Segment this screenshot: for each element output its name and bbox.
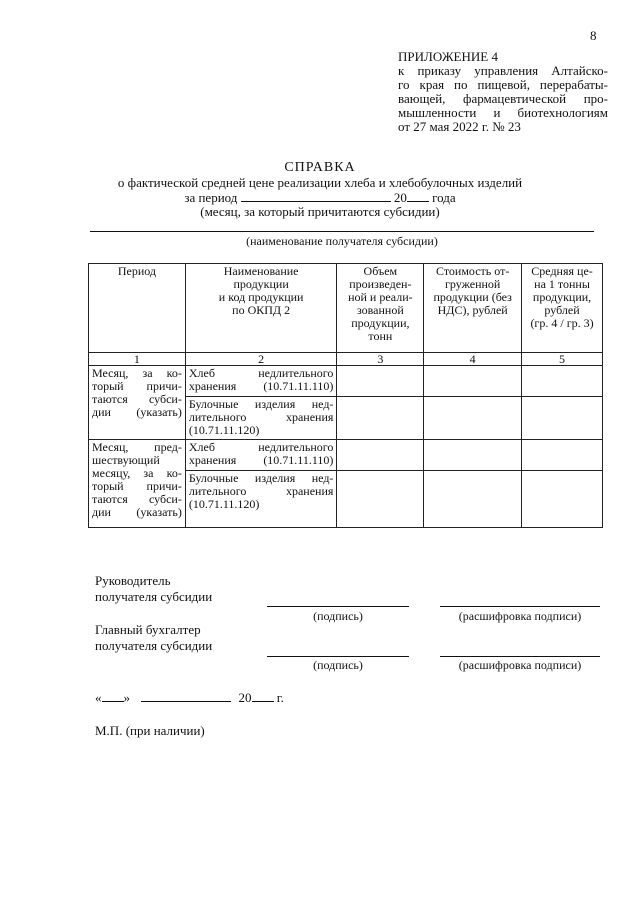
product-text: Хлеб недлительного хранения (10.71.11.110) <box>188 366 334 393</box>
header-cost <box>424 264 522 353</box>
date-open-quote: « <box>95 690 102 705</box>
product-cell <box>185 471 337 528</box>
date-year-suffix: г. <box>276 690 284 705</box>
cost-cell[interactable] <box>424 366 522 397</box>
appendix-title: ПРИЛОЖЕНИЕ 4 <box>398 49 498 64</box>
period-cell <box>89 440 186 528</box>
head-decode-caption: (расшифровка подписи) <box>458 609 582 623</box>
document-subtitle <box>0 176 640 219</box>
product-text: Булочные изделия нед- лительного хранения (10.71.11.120) <box>188 471 334 511</box>
volume-cell[interactable] <box>337 440 424 471</box>
price-table <box>88 263 603 528</box>
period-text: Месяц, пред- шествующий месяцу, за ко- торый причи- таются субси- дии (указать) <box>92 440 182 519</box>
volume-cell[interactable] <box>337 397 424 440</box>
volume-cell[interactable] <box>337 471 424 528</box>
appendix-line: от 27 мая 2022 г. № 23 <box>398 119 521 134</box>
table-row <box>89 366 603 397</box>
product-cell <box>185 397 337 440</box>
header-avg-price <box>522 264 603 353</box>
cost-cell[interactable] <box>424 440 522 471</box>
appendix-block <box>398 50 608 134</box>
header-avg-price-text: Средняя це- на 1 тонны продукции, рублей (гр. 4 / гр. 3) <box>530 264 594 330</box>
column-number: 1 <box>89 353 186 366</box>
period-month-blank[interactable] <box>241 190 391 202</box>
head-label-line: Руководитель <box>95 573 171 588</box>
header-product-text: Наименование продукции и код продукции по ОКПД 2 <box>218 264 304 317</box>
table-header-row <box>89 264 603 353</box>
header-cost-text: Стоимость от- груженной продукции (без НДС), рублей <box>433 264 512 317</box>
appendix-line: к приказу управления Алтайско- <box>398 63 608 78</box>
date-year-blank[interactable] <box>252 690 274 702</box>
head-decode-blank[interactable] <box>440 606 600 607</box>
recipient-name-blank[interactable] <box>90 231 594 232</box>
avg-price-cell[interactable] <box>522 397 603 440</box>
stamp-note: М.П. (при наличии) <box>95 723 205 738</box>
period-year-blank[interactable] <box>407 190 429 202</box>
accountant-label-line: Главный бухгалтер <box>95 622 201 637</box>
date-day-blank[interactable] <box>102 690 124 702</box>
period-prefix: за период <box>184 190 238 205</box>
subtitle-line: о фактической средней цене реализации хлеба и хлебобулочных изделий <box>117 175 523 190</box>
date-year-prefix: 20 <box>238 690 252 705</box>
avg-price-cell[interactable] <box>522 366 603 397</box>
date-close-quote: » <box>123 690 130 705</box>
period-suffix: года <box>432 190 456 205</box>
column-number: 4 <box>424 353 522 366</box>
period-year-prefix: 20 <box>393 190 407 205</box>
column-number: 2 <box>185 353 337 366</box>
accountant-label-line: получателя субсидии <box>95 638 213 653</box>
avg-price-cell[interactable] <box>522 440 603 471</box>
header-product <box>185 264 337 353</box>
accountant-signature-blank[interactable] <box>267 656 409 657</box>
product-text: Булочные изделия нед- лительного хранения (10.71.11.120) <box>188 397 334 437</box>
column-number: 5 <box>522 353 603 366</box>
accountant-signature-caption: (подпись) <box>313 658 363 672</box>
appendix-line: го края по пищевой, перерабаты- <box>398 77 608 92</box>
header-volume-text: Объем произведен- ной и реали- зованной продукции, тонн <box>348 264 413 343</box>
period-line <box>0 190 640 205</box>
avg-price-cell[interactable] <box>522 471 603 528</box>
appendix-line: мышленности и биотехнологиям <box>398 105 608 120</box>
cost-cell[interactable] <box>424 397 522 440</box>
period-cell <box>89 366 186 440</box>
period-text: Месяц, за ко- торый причи- таются субси- дии (указать) <box>92 366 182 419</box>
table-row <box>89 440 603 471</box>
column-number: 3 <box>337 353 424 366</box>
head-signature-blank[interactable] <box>267 606 409 607</box>
header-period: Период <box>89 264 186 353</box>
product-cell <box>185 366 337 397</box>
column-number-row <box>89 353 603 366</box>
head-label-line: получателя субсидии <box>95 589 213 604</box>
page-number: 8 <box>590 28 597 43</box>
date-month-blank[interactable] <box>141 690 231 702</box>
product-text: Хлеб недлительного хранения (10.71.11.110) <box>188 440 334 467</box>
cost-cell[interactable] <box>424 471 522 528</box>
header-volume <box>337 264 424 353</box>
head-label <box>95 573 212 605</box>
period-note: (месяц, за который причитаются субсидии) <box>200 204 440 219</box>
product-cell <box>185 440 337 471</box>
date-line <box>95 690 284 706</box>
recipient-caption: (наименование получателя субсидии) <box>246 234 438 248</box>
document-title: СПРАВКА <box>284 160 356 175</box>
accountant-decode-blank[interactable] <box>440 656 600 657</box>
volume-cell[interactable] <box>337 366 424 397</box>
head-signature-caption: (подпись) <box>313 609 363 623</box>
accountant-label <box>95 622 212 654</box>
appendix-line: вающей, фармацевтической про- <box>398 91 608 106</box>
accountant-decode-caption: (расшифровка подписи) <box>458 658 582 672</box>
